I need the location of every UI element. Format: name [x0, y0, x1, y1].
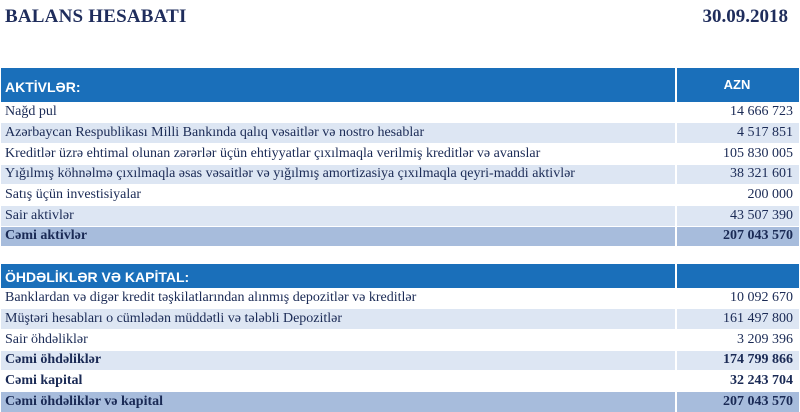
total-liabilities-row [1, 350, 799, 371]
grand-total-value: 207 043 570 [676, 391, 799, 412]
row-label: Azərbaycan Respublikası Milli Bankında qalıq vəsaitlər və nostro hesablar [1, 123, 676, 144]
liabilities-heading-row [1, 264, 799, 288]
table-row [1, 164, 799, 185]
table-row [1, 102, 799, 123]
total-liabilities-value: 174 799 866 [676, 350, 799, 371]
row-label: Kreditlər üzrə ehtimal olunan zərərlər üçün ehtiyyatlar çıxılmaqla verilmiş kreditlər və avanslar [1, 143, 676, 164]
total-capital-label: Cəmi kapital [1, 371, 676, 392]
row-value: 43 507 390 [676, 205, 799, 226]
row-value: 38 321 601 [676, 164, 799, 185]
row-value: 3 209 396 [676, 329, 799, 350]
total-capital-row [1, 371, 799, 392]
grand-total-label: Cəmi öhdəliklər və kapital [1, 391, 676, 412]
liabilities-table [1, 264, 799, 412]
row-value: 14 666 723 [676, 102, 799, 123]
row-value: 161 497 800 [676, 309, 799, 330]
row-label: Satış üçün investisiyalar [1, 185, 676, 206]
table-row [1, 288, 799, 309]
row-value: 4 517 851 [676, 123, 799, 144]
total-capital-value: 32 243 704 [676, 371, 799, 392]
row-value: 200 000 [676, 185, 799, 206]
total-liabilities-label: Cəmi öhdəliklər [1, 350, 676, 371]
table-row [1, 123, 799, 144]
report-date: 30.09.2018 [702, 6, 788, 27]
row-label: Müştəri hesabları o cümlədən müddətli və tələbli Depozitlər [1, 309, 676, 330]
assets-heading: AKTİVLƏR: [1, 68, 676, 102]
grand-total-row [1, 391, 799, 412]
total-assets-value: 207 043 570 [676, 226, 799, 247]
row-label: Nağd pul [1, 102, 676, 123]
row-label: Banklardan və digər kredit təşkilatlarından alınmış depozitlər və kreditlər [1, 288, 676, 309]
total-assets-label: Cəmi aktivlər [1, 226, 676, 247]
total-assets-row [1, 226, 799, 247]
table-row [1, 205, 799, 226]
table-row [1, 329, 799, 350]
report-title: BALANS HESABATI [5, 6, 187, 27]
row-value: 10 092 670 [676, 288, 799, 309]
currency-label: AZN [676, 68, 799, 102]
assets-heading-row [1, 68, 799, 102]
row-label: Yığılmış köhnəlmə çıxılmaqla əsas vəsaitlər və yığılmış amortizasiya çıxılmaqla qeyri-maddi aktivlər [1, 164, 676, 185]
assets-table [1, 68, 799, 247]
liabilities-heading: ÖHDƏLİKLƏR VƏ KAPİTAL: [1, 264, 676, 288]
table-row [1, 309, 799, 330]
row-label: Sair öhdəliklər [1, 329, 676, 350]
table-row [1, 185, 799, 206]
row-value: 105 830 005 [676, 143, 799, 164]
report-header [0, 0, 800, 34]
table-row [1, 143, 799, 164]
row-label: Sair aktivlər [1, 205, 676, 226]
liabilities-heading-blank [676, 264, 799, 288]
